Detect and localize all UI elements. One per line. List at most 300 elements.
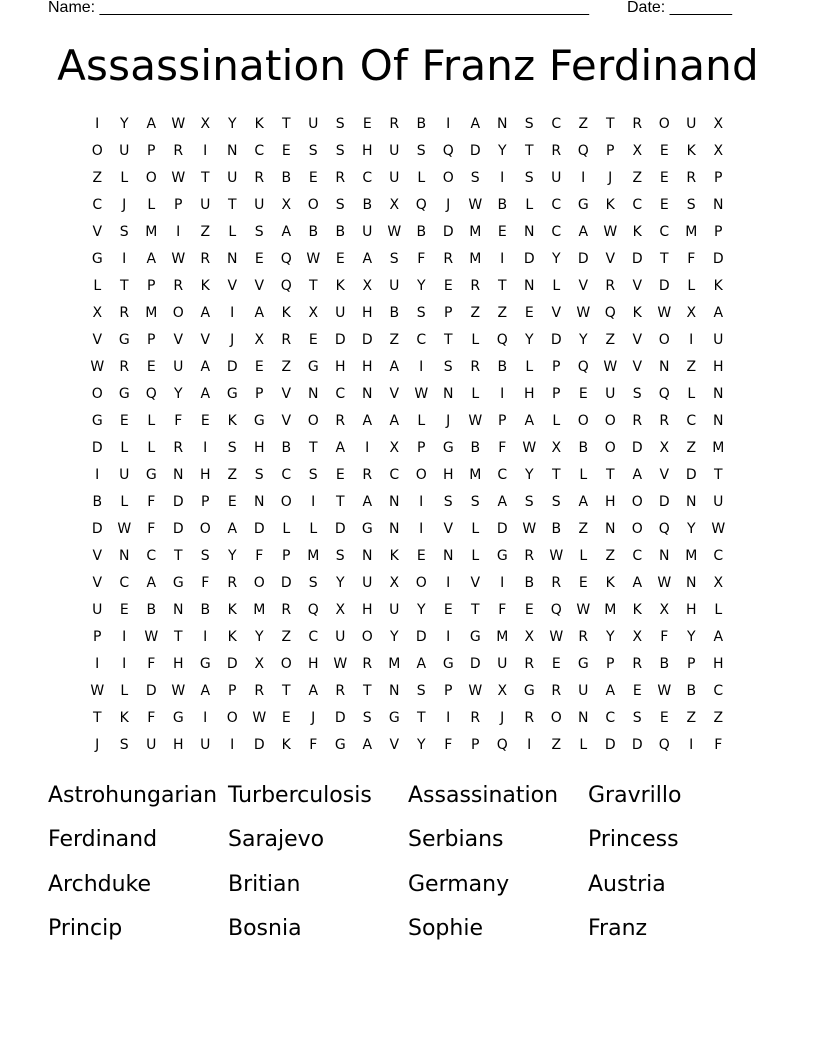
grid-letter: E (659, 143, 670, 159)
grid-letter: O (145, 170, 158, 186)
grid-letter: U (389, 143, 400, 159)
grid-letter: K (389, 548, 400, 564)
grid-letter: X (659, 602, 670, 618)
grid-letter: W (522, 440, 537, 456)
grid-letter: X (389, 575, 400, 591)
grid-letter: R (173, 143, 184, 159)
grid-letter: E (362, 116, 373, 132)
grid-letter: H (361, 359, 374, 375)
grid-letter: X (335, 602, 346, 618)
grid-letter: B (497, 359, 508, 375)
grid-letter: X (713, 143, 724, 159)
grid-letter: V (173, 332, 184, 348)
grid-letter: R (551, 683, 562, 699)
grid-letter: G (307, 359, 320, 375)
grid-letter: S (686, 197, 697, 213)
grid-letter: I (203, 710, 208, 726)
grid-letter: D (415, 629, 428, 645)
grid-letter: D (631, 251, 644, 267)
word-bank-item: Bosnia (228, 915, 302, 941)
grid-letter: P (552, 359, 561, 375)
grid-letter: O (550, 710, 563, 726)
grid-letter: N (713, 386, 724, 402)
grid-row (84, 600, 732, 627)
word-bank-item: Austria (588, 871, 666, 897)
grid-letter: P (606, 656, 615, 672)
grid-letter: S (335, 116, 346, 132)
grid-letter: W (549, 629, 564, 645)
grid-letter: E (578, 386, 589, 402)
grid-letter: M (685, 548, 698, 564)
grid-letter: I (689, 332, 694, 348)
grid-letter: P (201, 494, 210, 510)
grid-letter: Y (578, 332, 589, 348)
word-bank-item: Astrohungarian (48, 783, 218, 808)
grid-letter: Q (658, 737, 671, 753)
grid-letter: U (146, 737, 157, 753)
grid-letter: T (281, 116, 292, 132)
grid-letter: I (446, 629, 451, 645)
grid-letter: Y (416, 602, 427, 618)
grid-letter: G (172, 710, 185, 726)
grid-letter: D (604, 737, 617, 753)
grid-letter: L (579, 737, 588, 753)
grid-letter: Y (497, 143, 508, 159)
grid-row (84, 708, 732, 735)
grid-letter: C (632, 197, 643, 213)
grid-letter: N (389, 521, 400, 537)
grid-letter: S (308, 467, 319, 483)
grid-letter: D (253, 521, 266, 537)
grid-letter: U (119, 467, 130, 483)
grid-letter: J (122, 197, 127, 213)
grid-letter: R (335, 683, 346, 699)
grid-letter: C (146, 548, 157, 564)
grid-letter: U (200, 737, 211, 753)
grid-letter: D (577, 251, 590, 267)
grid-letter: S (308, 143, 319, 159)
grid-letter: U (92, 602, 103, 618)
grid-letter: Y (173, 386, 184, 402)
grid-letter: I (689, 737, 694, 753)
grid-letter: R (578, 629, 589, 645)
grid-letter: Q (577, 359, 590, 375)
grid-letter: K (254, 116, 265, 132)
grid-letter: Y (686, 521, 697, 537)
grid-letter: P (147, 278, 156, 294)
grid-letter: C (659, 224, 670, 240)
grid-letter: N (173, 467, 184, 483)
grid-letter: D (442, 224, 455, 240)
grid-letter: K (281, 737, 292, 753)
grid-letter: G (91, 413, 104, 429)
grid-letter: I (230, 737, 235, 753)
grid-row (84, 249, 732, 276)
grid-letter: Y (605, 629, 616, 645)
grid-letter: Z (605, 332, 616, 348)
grid-letter: I (95, 467, 100, 483)
grid-letter: A (281, 224, 292, 240)
grid-letter: E (659, 197, 670, 213)
grid-letter: E (335, 251, 346, 267)
grid-letter: T (227, 197, 238, 213)
grid-letter: T (173, 629, 184, 645)
grid-letter: L (147, 440, 156, 456)
grid-letter: S (335, 548, 346, 564)
grid-letter: M (496, 629, 509, 645)
grid-letter: P (417, 440, 426, 456)
grid-row (84, 438, 732, 465)
grid-letter: Q (442, 143, 455, 159)
grid-letter: U (389, 602, 400, 618)
grid-letter: B (362, 197, 373, 213)
grid-letter: T (551, 467, 562, 483)
grid-letter: U (389, 278, 400, 294)
grid-letter: Z (497, 305, 508, 321)
word-bank-item: Gravrillo (588, 783, 682, 808)
grid-letter: R (551, 143, 562, 159)
grid-letter: V (281, 413, 292, 429)
grid-letter: V (92, 575, 103, 591)
grid-letter: H (604, 494, 617, 510)
grid-letter: D (550, 332, 563, 348)
grid-letter: E (443, 602, 454, 618)
grid-letter: D (145, 683, 158, 699)
grid-letter: X (551, 440, 562, 456)
grid-letter: E (119, 602, 130, 618)
grid-letter: A (416, 656, 427, 672)
grid-letter: S (443, 494, 454, 510)
grid-letter: B (389, 305, 400, 321)
grid-letter: P (714, 224, 723, 240)
grid-letter: Z (470, 305, 481, 321)
grid-letter: U (254, 197, 265, 213)
grid-letter: L (525, 359, 534, 375)
grid-letter: C (335, 386, 346, 402)
grid-letter: H (172, 737, 185, 753)
grid-letter: A (362, 251, 373, 267)
grid-letter: R (605, 278, 616, 294)
grid-letter: X (254, 656, 265, 672)
grid-letter: F (417, 251, 426, 267)
grid-row (84, 384, 732, 411)
grid-letter: R (119, 359, 130, 375)
grid-letter: Y (524, 467, 535, 483)
grid-letter: R (524, 548, 535, 564)
grid-letter: S (389, 251, 400, 267)
grid-letter: O (226, 710, 239, 726)
grid-letter: R (281, 332, 292, 348)
grid-letter: U (200, 197, 211, 213)
grid-letter: I (203, 440, 208, 456)
grid-letter: R (254, 170, 265, 186)
grid-letter: Z (686, 440, 697, 456)
grid-letter: O (658, 116, 671, 132)
grid-letter: R (686, 170, 697, 186)
grid-letter: X (713, 116, 724, 132)
grid-letter: V (470, 575, 481, 591)
grid-letter: L (147, 197, 156, 213)
grid-letter: S (524, 170, 535, 186)
grid-letter: B (92, 494, 103, 510)
grid-letter: Q (280, 251, 293, 267)
grid-letter: T (659, 251, 670, 267)
grid-letter: A (200, 386, 211, 402)
grid-letter: Z (389, 332, 400, 348)
grid-letter: S (632, 710, 643, 726)
grid-letter: U (497, 656, 508, 672)
word-bank-row (48, 824, 788, 868)
grid-letter: A (389, 413, 400, 429)
grid-letter: F (687, 251, 696, 267)
grid-letter: C (254, 143, 265, 159)
grid-letter: Z (605, 548, 616, 564)
grid-letter: J (446, 413, 451, 429)
grid-letter: W (468, 683, 483, 699)
grid-letter: R (443, 251, 454, 267)
word-bank-item: Assassination (408, 783, 559, 808)
grid-letter: P (174, 197, 183, 213)
grid-letter: T (92, 710, 103, 726)
word-bank-item: Sophie (408, 915, 483, 941)
grid-letter: G (442, 440, 455, 456)
grid-letter: I (581, 170, 586, 186)
grid-letter: O (361, 629, 374, 645)
grid-letter: F (174, 413, 183, 429)
grid-letter: O (280, 494, 293, 510)
grid-letter: W (306, 251, 321, 267)
grid-letter: X (524, 629, 535, 645)
grid-row (84, 222, 732, 249)
grid-letter: H (361, 305, 374, 321)
grid-letter: W (657, 575, 672, 591)
grid-letter: H (199, 467, 212, 483)
grid-letter: F (147, 656, 156, 672)
grid-letter: L (120, 683, 129, 699)
grid-letter: R (551, 575, 562, 591)
grid-letter: V (605, 251, 616, 267)
grid-letter: B (281, 440, 292, 456)
grid-letter: C (497, 467, 508, 483)
grid-letter: H (361, 602, 374, 618)
word-bank-item: Sarajevo (228, 827, 325, 853)
grid-letter: I (122, 656, 127, 672)
grid-row (84, 303, 732, 330)
grid-letter: F (147, 710, 156, 726)
grid-row (84, 681, 732, 708)
grid-letter: D (361, 332, 374, 348)
grid-letter: G (253, 413, 266, 429)
word-bank-item: Franz (588, 915, 648, 941)
grid-letter: R (389, 116, 400, 132)
grid-letter: W (576, 305, 591, 321)
grid-letter: O (91, 143, 104, 159)
grid-letter: O (442, 170, 455, 186)
grid-letter: T (281, 683, 292, 699)
grid-letter: Q (658, 521, 671, 537)
grid-letter: D (172, 494, 185, 510)
grid-letter: U (362, 575, 373, 591)
grid-letter: R (335, 413, 346, 429)
grid-letter: A (335, 440, 346, 456)
grid-letter: T (524, 143, 535, 159)
grid-letter: Z (578, 521, 589, 537)
word-bank-item: Turberculosis (228, 783, 372, 808)
grid-letter: L (309, 521, 318, 537)
grid-letter: A (362, 737, 373, 753)
grid-letter: X (200, 116, 211, 132)
grid-letter: Z (281, 629, 292, 645)
grid-letter: A (632, 467, 643, 483)
grid-letter: Y (389, 629, 400, 645)
grid-letter: B (578, 440, 589, 456)
word-bank-item: Archduke (48, 871, 152, 897)
grid-letter: R (173, 440, 184, 456)
grid-letter: W (171, 251, 186, 267)
grid-letter: D (253, 737, 266, 753)
grid-letter: J (608, 170, 613, 186)
grid-letter: E (119, 413, 130, 429)
grid-letter: A (713, 305, 724, 321)
grid-letter: I (122, 629, 127, 645)
grid-letter: A (362, 494, 373, 510)
grid-letter: F (147, 521, 156, 537)
grid-letter: A (200, 683, 211, 699)
grid-letter: N (686, 494, 697, 510)
grid-letter: N (578, 710, 589, 726)
grid-letter: E (524, 602, 535, 618)
grid-letter: O (415, 575, 428, 591)
grid-letter: M (145, 224, 158, 240)
grid-letter: L (687, 278, 696, 294)
grid-letter: B (416, 116, 427, 132)
grid-row (84, 195, 732, 222)
grid-letter: G (577, 197, 590, 213)
grid-letter: P (552, 386, 561, 402)
grid-letter: K (335, 278, 346, 294)
grid-letter: Z (686, 359, 697, 375)
name-field-label: Name: _______________________________________________________ (48, 0, 589, 16)
grid-letter: K (686, 143, 697, 159)
grid-letter: B (659, 656, 670, 672)
grid-letter: N (389, 683, 400, 699)
grid-letter: B (200, 602, 211, 618)
grid-letter: E (308, 170, 319, 186)
grid-letter: X (686, 305, 697, 321)
grid-letter: X (659, 440, 670, 456)
grid-letter: R (335, 170, 346, 186)
grid-letter: X (389, 440, 400, 456)
grid-letter: O (280, 656, 293, 672)
grid-letter: E (281, 710, 292, 726)
grid-letter: C (308, 629, 319, 645)
grid-letter: R (632, 116, 643, 132)
grid-letter: R (470, 359, 481, 375)
grid-letter: F (201, 575, 210, 591)
grid-letter: G (496, 548, 509, 564)
grid-letter: V (659, 467, 670, 483)
grid-letter: A (713, 629, 724, 645)
grid-letter: W (468, 197, 483, 213)
grid-letter: K (632, 224, 643, 240)
grid-letter: F (498, 440, 507, 456)
grid-letter: D (496, 521, 509, 537)
grid-letter: W (333, 656, 348, 672)
grid-letter: B (146, 602, 157, 618)
grid-letter: S (524, 494, 535, 510)
grid-letter: Z (200, 224, 211, 240)
grid-letter: V (281, 386, 292, 402)
grid-letter: A (254, 305, 265, 321)
grid-letter: Q (658, 386, 671, 402)
grid-letter: V (632, 332, 643, 348)
grid-letter: Z (686, 710, 697, 726)
grid-letter: I (122, 251, 127, 267)
grid-letter: M (712, 440, 725, 456)
grid-letter: B (524, 575, 535, 591)
grid-letter: I (419, 494, 424, 510)
grid-letter: D (631, 440, 644, 456)
grid-letter: W (468, 413, 483, 429)
grid-letter: T (605, 467, 616, 483)
grid-letter: O (415, 467, 428, 483)
grid-letter: K (227, 602, 238, 618)
grid-letter: Y (416, 278, 427, 294)
grid-letter: G (199, 656, 212, 672)
grid-row (84, 276, 732, 303)
grid-letter: A (578, 494, 589, 510)
grid-letter: A (200, 305, 211, 321)
grid-letter: M (253, 602, 266, 618)
grid-letter: R (254, 683, 265, 699)
grid-letter: I (95, 116, 100, 132)
grid-letter: E (524, 305, 535, 321)
grid-row (84, 330, 732, 357)
grid-letter: U (119, 143, 130, 159)
grid-letter: P (687, 656, 696, 672)
grid-row (84, 465, 732, 492)
grid-letter: W (603, 359, 618, 375)
grid-letter: L (93, 278, 102, 294)
grid-letter: T (362, 683, 373, 699)
grid-letter: V (92, 224, 103, 240)
grid-letter: F (147, 494, 156, 510)
grid-letter: G (226, 386, 239, 402)
grid-letter: E (551, 656, 562, 672)
grid-letter: Y (227, 116, 238, 132)
grid-letter: N (389, 494, 400, 510)
grid-letter: X (389, 197, 400, 213)
grid-letter: E (659, 710, 670, 726)
grid-letter: Q (496, 737, 509, 753)
grid-letter: B (308, 224, 319, 240)
grid-letter: P (471, 737, 480, 753)
grid-letter: K (632, 305, 643, 321)
grid-letter: T (416, 710, 427, 726)
grid-letter: Y (227, 548, 238, 564)
grid-letter: S (416, 683, 427, 699)
grid-letter: A (146, 575, 157, 591)
grid-letter: E (578, 575, 589, 591)
grid-letter: W (576, 602, 591, 618)
grid-letter: R (119, 305, 130, 321)
grid-letter: W (171, 116, 186, 132)
grid-letter: N (227, 251, 238, 267)
grid-letter: R (281, 602, 292, 618)
grid-letter: R (362, 467, 373, 483)
word-bank-item: Princip (48, 915, 123, 941)
grid-letter: P (282, 548, 291, 564)
